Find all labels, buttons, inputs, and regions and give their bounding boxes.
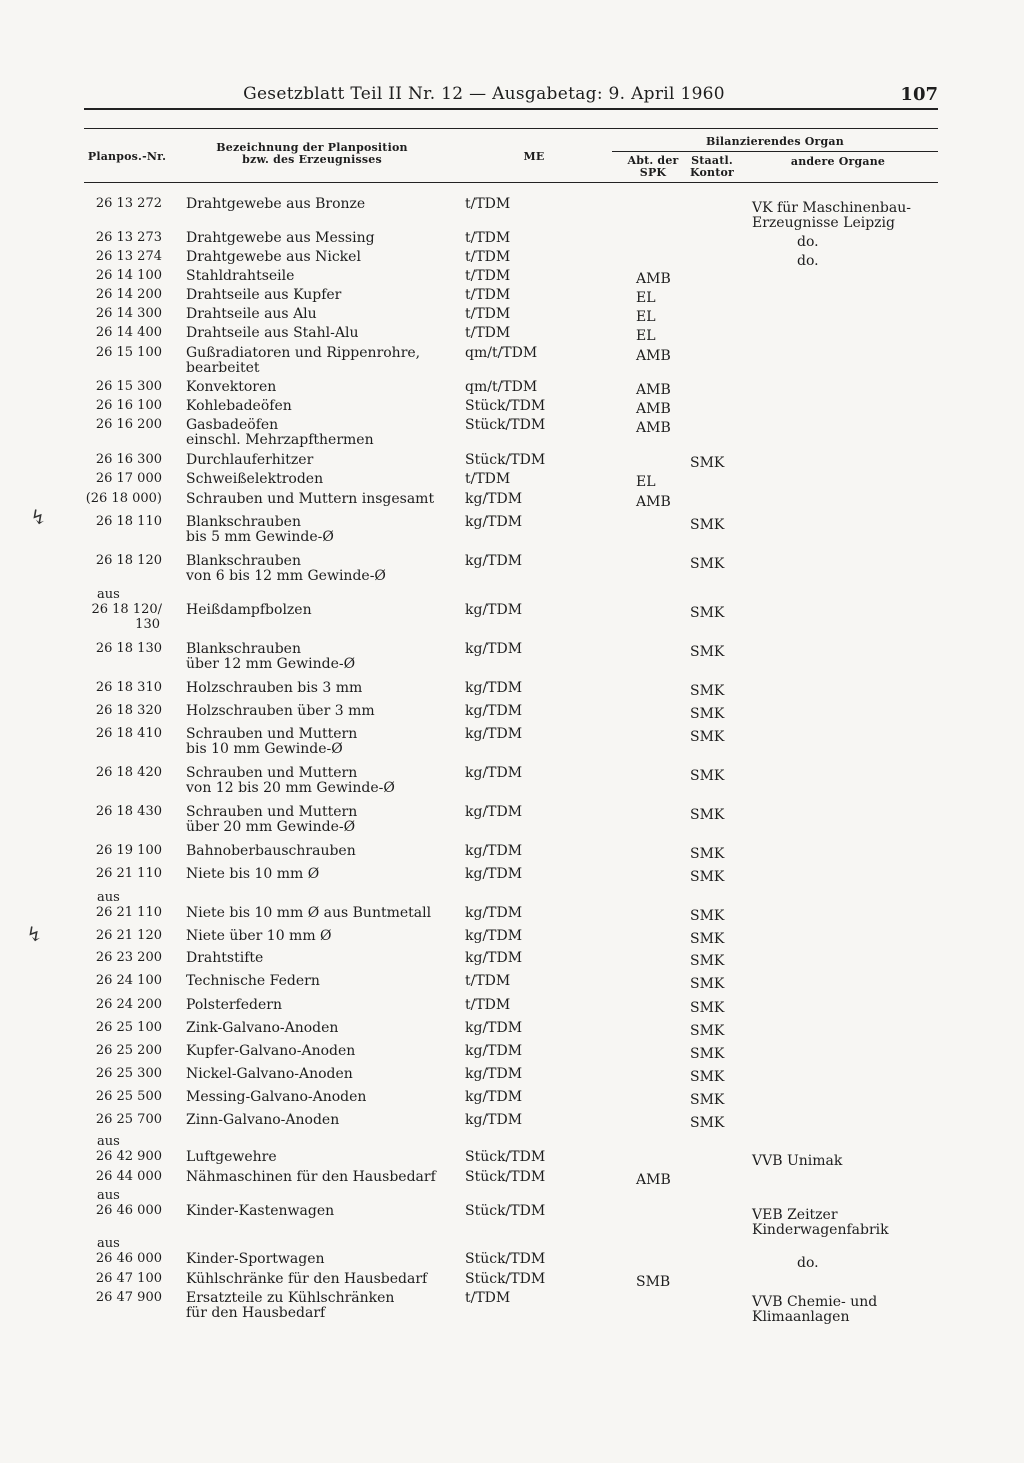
mengeneinheit: kg/TDM xyxy=(465,491,523,507)
planpos-nr: 26 18 410 xyxy=(95,726,162,741)
bezeichnung: Technische Federn xyxy=(186,973,320,989)
bezeichnung: Niete bis 10 mm Ø xyxy=(186,866,320,882)
mengeneinheit: t/TDM xyxy=(465,471,511,487)
planpos-nr: 26 25 700 xyxy=(95,1112,162,1127)
planpos-nr: 26 18 130 xyxy=(95,641,162,656)
organ-spk: EL xyxy=(636,328,656,344)
bezeichnung: Schrauben und Muttern insgesamt xyxy=(186,491,435,507)
planpos-nr: 26 47 100 xyxy=(95,1271,162,1286)
bezeichnung: Ersatzteile zu Kühlschränken xyxy=(186,1290,395,1306)
bezeichnung: für den Hausbedarf xyxy=(186,1305,326,1321)
planpos-nr: 26 18 320 xyxy=(95,703,162,718)
bezeichnung: Schweißelektroden xyxy=(186,471,324,487)
mengeneinheit: kg/TDM xyxy=(465,1112,523,1128)
planpos-nr: 26 42 900 xyxy=(95,1149,162,1164)
planpos-nr: 26 21 120 xyxy=(95,928,162,943)
planpos-nr: 26 18 120 xyxy=(95,553,162,568)
organ-staatl-kontor: SMK xyxy=(690,683,725,699)
organ-andere: Erzeugnisse Leipzig xyxy=(752,215,895,231)
planpos-nr-suffix: 130 xyxy=(135,617,160,632)
organ-spk: AMB xyxy=(636,271,671,287)
header-rule xyxy=(84,108,938,110)
aus-label: aus xyxy=(97,1236,120,1251)
planpos-nr: 26 18 430 xyxy=(95,804,162,819)
bezeichnung: Konvektoren xyxy=(186,379,277,395)
organ-staatl-kontor: SMK xyxy=(690,953,725,969)
organ-spk: AMB xyxy=(636,401,671,417)
organ-andere: VVB Unimak xyxy=(752,1153,843,1169)
mengeneinheit: kg/TDM xyxy=(465,1043,523,1059)
planpos-nr: 26 24 100 xyxy=(95,973,162,988)
mengeneinheit: kg/TDM xyxy=(465,726,523,742)
bezeichnung: Nähmaschinen für den Hausbedarf xyxy=(186,1169,436,1185)
mengeneinheit: kg/TDM xyxy=(465,514,523,530)
organ-andere: VK für Maschinenbau- xyxy=(752,200,911,216)
organ-spk: AMB xyxy=(636,494,671,510)
table-head-bottom-rule xyxy=(84,182,938,183)
bezeichnung: Drahtgewebe aus Messing xyxy=(186,230,375,246)
page-number: 107 xyxy=(900,84,938,105)
planpos-nr: 26 14 200 xyxy=(95,287,162,302)
mengeneinheit: Stück/TDM xyxy=(465,398,546,414)
planpos-nr: 26 13 274 xyxy=(95,249,162,264)
planpos-nr: 26 13 272 xyxy=(95,196,162,211)
organ-staatl-kontor: SMK xyxy=(690,517,725,533)
planpos-nr: 26 16 100 xyxy=(95,398,162,413)
margin-checkmark: ↯ xyxy=(30,505,47,529)
mengeneinheit: Stück/TDM xyxy=(465,417,546,433)
planpos-nr: 26 17 000 xyxy=(95,471,162,486)
planpos-nr: 26 46 000 xyxy=(95,1251,162,1266)
bezeichnung: bis 10 mm Gewinde-Ø xyxy=(186,741,343,757)
header-title: Gesetzblatt Teil II Nr. 12 — Ausgabetag: 9. April 1960 xyxy=(243,84,725,104)
organ-spk: AMB xyxy=(636,382,671,398)
col-head-bezeichnung-2: bzw. des Erzeugnisses xyxy=(242,153,382,166)
mengeneinheit: t/TDM xyxy=(465,268,511,284)
planpos-nr: 26 24 200 xyxy=(95,997,162,1012)
bezeichnung: Holzschrauben über 3 mm xyxy=(186,703,375,719)
bezeichnung: Schrauben und Muttern xyxy=(186,726,358,742)
mengeneinheit: Stück/TDM xyxy=(465,1149,546,1165)
col-head-nr: Planpos.-Nr. xyxy=(87,150,167,163)
planpos-nr: 26 14 300 xyxy=(95,306,162,321)
planpos-nr: 26 18 310 xyxy=(95,680,162,695)
organ-staatl-kontor: SMK xyxy=(690,1092,725,1108)
organ-spk: EL xyxy=(636,309,656,325)
bezeichnung: Drahtstifte xyxy=(186,950,264,966)
organ-staatl-kontor: SMK xyxy=(690,644,725,660)
mengeneinheit: qm/t/TDM xyxy=(465,379,538,395)
bezeichnung: von 6 bis 12 mm Gewinde-Ø xyxy=(186,568,386,584)
planpos-nr: 26 25 500 xyxy=(95,1089,162,1104)
planpos-nr: 26 15 300 xyxy=(95,379,162,394)
mengeneinheit: Stück/TDM xyxy=(465,452,546,468)
planpos-nr: 26 14 100 xyxy=(95,268,162,283)
ditto-mark: do. xyxy=(797,253,819,269)
planpos-nr: 26 25 100 xyxy=(95,1020,162,1035)
mengeneinheit: Stück/TDM xyxy=(465,1271,546,1287)
bezeichnung: Kohlebadeöfen xyxy=(186,398,292,414)
organ-spk: EL xyxy=(636,474,656,490)
aus-label: aus xyxy=(97,1188,120,1203)
page-header xyxy=(84,84,938,110)
mengeneinheit: kg/TDM xyxy=(465,804,523,820)
mengeneinheit: t/TDM xyxy=(465,196,511,212)
planpos-nr: 26 18 120/ xyxy=(91,602,162,617)
ditto-mark: do. xyxy=(797,1255,819,1271)
mengeneinheit: kg/TDM xyxy=(465,641,523,657)
mengeneinheit: Stück/TDM xyxy=(465,1251,546,1267)
planpos-nr: 26 21 110 xyxy=(95,905,162,920)
bezeichnung: Kinder-Kastenwagen xyxy=(186,1203,335,1219)
col-head-staatl-2: Kontor xyxy=(689,166,735,179)
bezeichnung: Kupfer-Galvano-Anoden xyxy=(186,1043,356,1059)
table-top-rule xyxy=(84,128,938,129)
col-head-me: ME xyxy=(523,150,545,163)
organ-staatl-kontor: SMK xyxy=(690,1069,725,1085)
bezeichnung: Zink-Galvano-Anoden xyxy=(186,1020,339,1036)
mengeneinheit: t/TDM xyxy=(465,1290,511,1306)
bezeichnung: Blankschrauben xyxy=(186,641,301,657)
mengeneinheit: kg/TDM xyxy=(465,1066,523,1082)
organ-staatl-kontor: SMK xyxy=(690,869,725,885)
organ-staatl-kontor: SMK xyxy=(690,706,725,722)
organ-spk: AMB xyxy=(636,420,671,436)
planpos-nr: 26 44 000 xyxy=(95,1169,162,1184)
mengeneinheit: t/TDM xyxy=(465,306,511,322)
organ-spk: EL xyxy=(636,290,656,306)
bezeichnung: Zinn-Galvano-Anoden xyxy=(186,1112,340,1128)
mengeneinheit: t/TDM xyxy=(465,230,511,246)
col-head-andere: andere Organe xyxy=(790,155,886,168)
mengeneinheit: t/TDM xyxy=(465,249,511,265)
bezeichnung: Gasbadeöfen xyxy=(186,417,279,433)
organ-spk: AMB xyxy=(636,348,671,364)
planpos-nr: 26 25 300 xyxy=(95,1066,162,1081)
aus-label: aus xyxy=(97,1134,120,1149)
planpos-nr: 26 21 110 xyxy=(95,866,162,881)
mengeneinheit: kg/TDM xyxy=(465,602,523,618)
planpos-nr: 26 18 110 xyxy=(95,514,162,529)
bezeichnung: einschl. Mehrzapfthermen xyxy=(186,432,374,448)
organ-staatl-kontor: SMK xyxy=(690,807,725,823)
bezeichnung: über 20 mm Gewinde-Ø xyxy=(186,819,356,835)
mengeneinheit: qm/t/TDM xyxy=(465,345,538,361)
organ-staatl-kontor: SMK xyxy=(690,1023,725,1039)
mengeneinheit: kg/TDM xyxy=(465,905,523,921)
organ-staatl-kontor: SMK xyxy=(690,1000,725,1016)
mengeneinheit: kg/TDM xyxy=(465,765,523,781)
organ-staatl-kontor: SMK xyxy=(690,1115,725,1131)
organ-staatl-kontor: SMK xyxy=(690,455,725,471)
mengeneinheit: t/TDM xyxy=(465,287,511,303)
mengeneinheit: t/TDM xyxy=(465,997,511,1013)
bezeichnung: Nickel-Galvano-Anoden xyxy=(186,1066,353,1082)
planpos-nr: 26 16 300 xyxy=(95,452,162,467)
organ-andere: Kinderwagenfabrik xyxy=(752,1222,889,1238)
planpos-nr: 26 18 420 xyxy=(95,765,162,780)
bezeichnung: Holzschrauben bis 3 mm xyxy=(186,680,363,696)
planpos-nr: 26 13 273 xyxy=(95,230,162,245)
organ-staatl-kontor: SMK xyxy=(690,931,725,947)
bezeichnung: Stahldrahtseile xyxy=(186,268,295,284)
planpos-nr: 26 23 200 xyxy=(95,950,162,965)
bezeichnung: Bahnoberbauschrauben xyxy=(186,843,356,859)
bezeichnung: bearbeitet xyxy=(186,360,260,376)
organ-staatl-kontor: SMK xyxy=(690,768,725,784)
organ-andere: Klimaanlagen xyxy=(752,1309,850,1325)
col-head-staatl-1: Staatl. xyxy=(691,154,733,167)
bezeichnung: Kühlschränke für den Hausbedarf xyxy=(186,1271,428,1287)
planpos-nr: 26 46 000 xyxy=(95,1203,162,1218)
bezeichnung: von 12 bis 20 mm Gewinde-Ø xyxy=(186,780,395,796)
col-head-bezeichnung-1: Bezeichnung der Planposition xyxy=(216,141,408,154)
col-head-organ: Bilanzierendes Organ xyxy=(706,135,844,148)
mengeneinheit: Stück/TDM xyxy=(465,1203,546,1219)
planpos-nr: (26 18 000) xyxy=(85,491,162,506)
organ-staatl-kontor: SMK xyxy=(690,1046,725,1062)
bezeichnung: über 12 mm Gewinde-Ø xyxy=(186,656,356,672)
bezeichnung: Polsterfedern xyxy=(186,997,282,1013)
planpos-nr: 26 16 200 xyxy=(95,417,162,432)
bezeichnung: Schrauben und Muttern xyxy=(186,765,358,781)
mengeneinheit: kg/TDM xyxy=(465,843,523,859)
mengeneinheit: kg/TDM xyxy=(465,928,523,944)
bezeichnung: Niete über 10 mm Ø xyxy=(186,928,332,944)
bezeichnung: Drahtgewebe aus Nickel xyxy=(186,249,361,265)
organ-andere: VEB Zeitzer xyxy=(752,1207,838,1223)
bezeichnung: Blankschrauben xyxy=(186,553,301,569)
aus-label: aus xyxy=(97,587,120,602)
bezeichnung: Drahtseile aus Stahl-Alu xyxy=(186,325,359,341)
mengeneinheit: kg/TDM xyxy=(465,1020,523,1036)
bezeichnung: bis 5 mm Gewinde-Ø xyxy=(186,529,334,545)
organ-staatl-kontor: SMK xyxy=(690,908,725,924)
bezeichnung: Blankschrauben xyxy=(186,514,301,530)
organ-staatl-kontor: SMK xyxy=(690,556,725,572)
bezeichnung: Luftgewehre xyxy=(186,1149,277,1165)
organ-spk: SMB xyxy=(636,1274,671,1290)
margin-checkmark: ↯ xyxy=(26,922,43,946)
col-head-spk-2: SPK xyxy=(639,166,667,179)
col-head-spk-1: Abt. der xyxy=(627,154,679,167)
planpos-nr: 26 47 900 xyxy=(95,1290,162,1305)
bezeichnung: Messing-Galvano-Anoden xyxy=(186,1089,367,1105)
organ-spk: AMB xyxy=(636,1172,671,1188)
mengeneinheit: kg/TDM xyxy=(465,950,523,966)
organ-andere: VVB Chemie- und xyxy=(752,1294,878,1310)
bezeichnung: Schrauben und Muttern xyxy=(186,804,358,820)
bezeichnung: Drahtseile aus Kupfer xyxy=(186,287,342,303)
mengeneinheit: kg/TDM xyxy=(465,866,523,882)
mengeneinheit: kg/TDM xyxy=(465,553,523,569)
organ-rule xyxy=(612,151,938,152)
bezeichnung: Durchlauferhitzer xyxy=(186,452,314,468)
planpos-nr: 26 15 100 xyxy=(95,345,162,360)
aus-label: aus xyxy=(97,890,120,905)
planpos-nr: 26 14 400 xyxy=(95,325,162,340)
mengeneinheit: t/TDM xyxy=(465,325,511,341)
mengeneinheit: kg/TDM xyxy=(465,680,523,696)
planpos-nr: 26 25 200 xyxy=(95,1043,162,1058)
ditto-mark: do. xyxy=(797,234,819,250)
bezeichnung: Drahtgewebe aus Bronze xyxy=(186,196,366,212)
organ-staatl-kontor: SMK xyxy=(690,729,725,745)
bezeichnung: Drahtseile aus Alu xyxy=(186,306,317,322)
organ-staatl-kontor: SMK xyxy=(690,846,725,862)
bezeichnung: Heißdampfbolzen xyxy=(186,602,312,618)
mengeneinheit: Stück/TDM xyxy=(465,1169,546,1185)
organ-staatl-kontor: SMK xyxy=(690,605,725,621)
mengeneinheit: t/TDM xyxy=(465,973,511,989)
bezeichnung: Kinder-Sportwagen xyxy=(186,1251,325,1267)
organ-staatl-kontor: SMK xyxy=(690,976,725,992)
mengeneinheit: kg/TDM xyxy=(465,703,523,719)
bezeichnung: Niete bis 10 mm Ø aus Buntmetall xyxy=(186,905,432,921)
bezeichnung: Gußradiatoren und Rippenrohre, xyxy=(186,345,421,361)
planpos-nr: 26 19 100 xyxy=(95,843,162,858)
mengeneinheit: kg/TDM xyxy=(465,1089,523,1105)
